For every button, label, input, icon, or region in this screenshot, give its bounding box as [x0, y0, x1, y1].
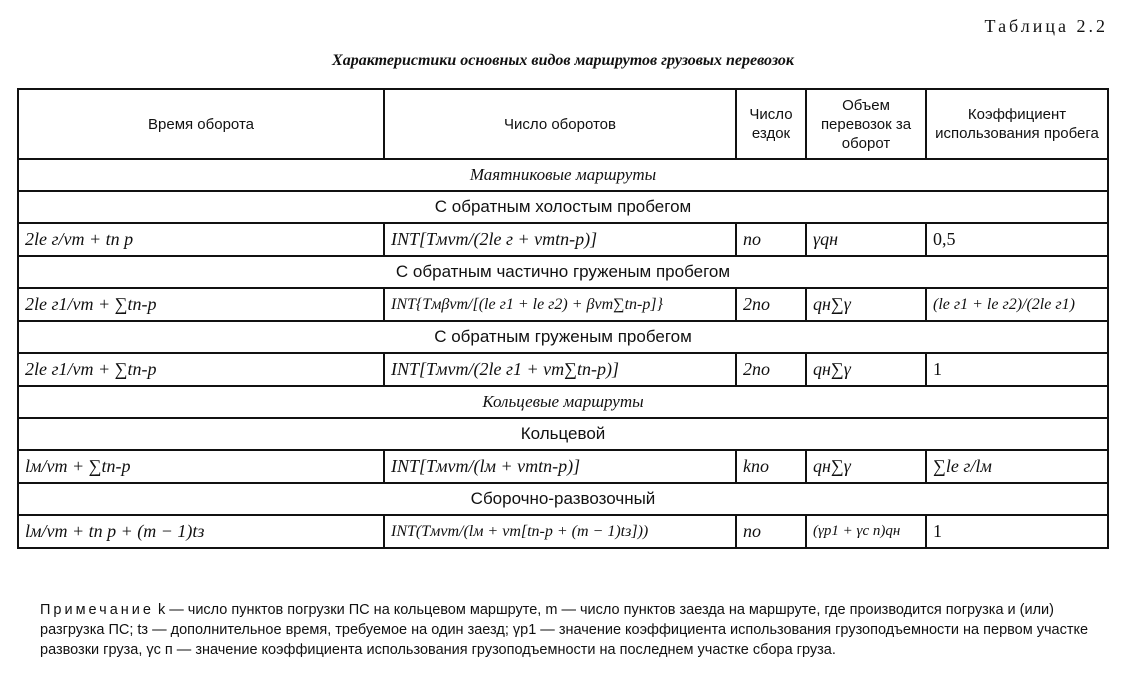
note-text: k — число пунктов погрузки ПС на кольцевом маршруте, m — число пунктов заезда на маршруте, где производится погрузка и (или) разгрузка ПС; tз — дополнительное время, требуемое на один заезд; γр1 — значение коэффициента использования грузоподъемности на первом участке развозки груза, γс п — значение коэффициента использования грузоподъемности на последнем участке сбора груза.: [40, 602, 1089, 658]
cell-volume: (γр1 + γс п)qн: [806, 515, 926, 548]
cell-volume: qн∑γ: [806, 353, 926, 386]
cell-time: 2lе г1/vт + ∑tп-р: [18, 288, 384, 321]
cell-turns: INT[Tмvт/(2lе г1 + vт∑tп-р)]: [384, 353, 736, 386]
table-row: [18, 353, 1108, 386]
subtitle-loaded-return: С обратным груженым пробегом: [18, 321, 1108, 353]
cell-volume: qн∑γ: [806, 450, 926, 483]
table-row: [18, 223, 1108, 256]
cell-turns: INT[Tмvт/(lм + vтtп-р)]: [384, 450, 736, 483]
table-row: [18, 450, 1108, 483]
cell-time: 2lе г1/vт + ∑tп-р: [18, 353, 384, 386]
cell-time: lм/vт + ∑tп-р: [18, 450, 384, 483]
table-number: Таблица 2.2: [984, 16, 1108, 36]
header-turnaround-time: Время оборота: [18, 89, 384, 159]
note-label: Примечание: [40, 602, 154, 618]
header-turn-count: Число оборотов: [384, 89, 736, 159]
table-row: [18, 288, 1108, 321]
table-note: [40, 600, 1110, 660]
header-trip-count: Число ездок: [736, 89, 806, 159]
group-ring: Кольцевые маршруты: [18, 386, 1108, 418]
cell-volume: qн∑γ: [806, 288, 926, 321]
subtitle-empty-return: С обратным холостым пробегом: [18, 191, 1108, 223]
subtitle-ring: Кольцевой: [18, 418, 1108, 450]
table-caption: Характеристики основных видов маршрутов грузовых перевозок: [332, 52, 794, 69]
cell-coefficient: 1: [926, 353, 1108, 386]
cell-volume: γqн: [806, 223, 926, 256]
header-coefficient: Коэффициент использования пробега: [926, 89, 1108, 159]
table-row: [18, 515, 1108, 548]
subtitle-partial-return: С обратным частично груженым пробегом: [18, 256, 1108, 288]
cell-trips: 2nо: [736, 353, 806, 386]
routes-table: [17, 88, 1109, 549]
cell-turns: INT[Tмvт/(2lе г + vтtп-р)]: [384, 223, 736, 256]
cell-coefficient: (lе г1 + lе г2)/(2lе г1): [926, 288, 1108, 321]
subtitle-collect: Сборочно-развозочный: [18, 483, 1108, 515]
cell-trips: 2nо: [736, 288, 806, 321]
cell-coefficient: ∑lе г/lм: [926, 450, 1108, 483]
header-volume: Объем перевозок за оборот: [806, 89, 926, 159]
cell-time: lм/vт + tп р + (m − 1)tз: [18, 515, 384, 548]
cell-trips: knо: [736, 450, 806, 483]
cell-trips: nо: [736, 223, 806, 256]
cell-coefficient: 1: [926, 515, 1108, 548]
cell-trips: nо: [736, 515, 806, 548]
cell-coefficient: 0,5: [926, 223, 1108, 256]
cell-turns: INT{Tмβvт/[(lе г1 + lе г2) + βvт∑tп-р]}: [384, 288, 736, 321]
cell-turns: INT(Tмvт/(lм + vт[tп-р + (m − 1)tз])): [384, 515, 736, 548]
group-pendulum: Маятниковые маршруты: [18, 159, 1108, 191]
header-row: [18, 89, 1108, 159]
cell-time: 2lе г/vт + tп р: [18, 223, 384, 256]
